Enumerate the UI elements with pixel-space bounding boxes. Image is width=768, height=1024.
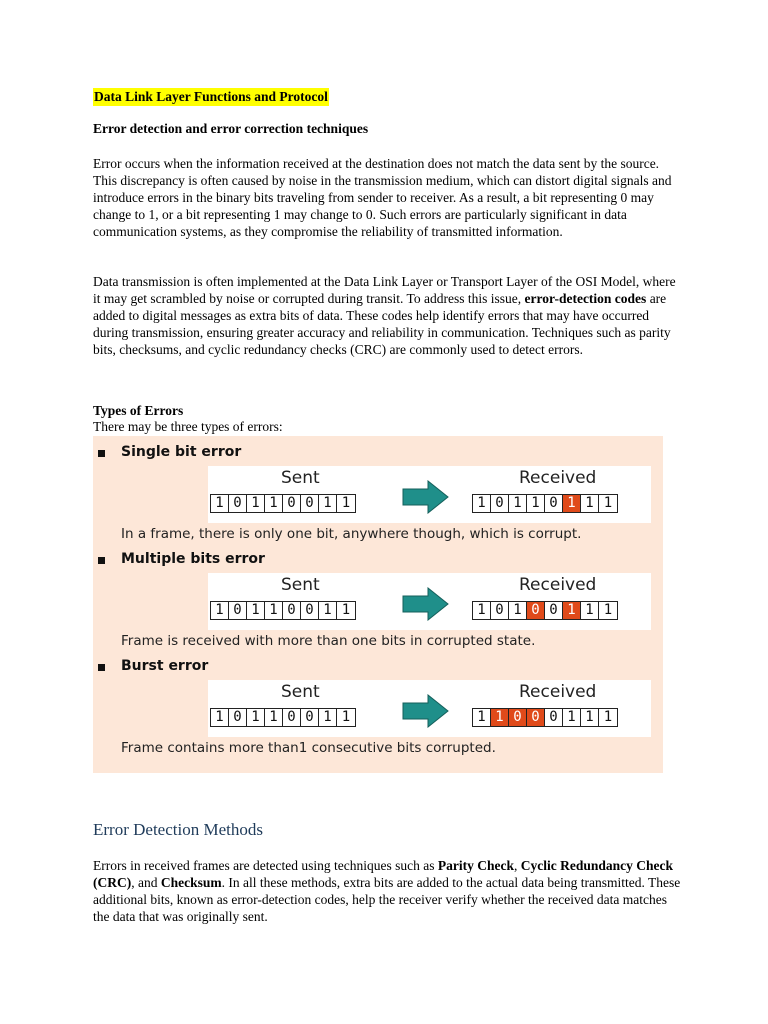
bit-cell: 1 (603, 495, 613, 511)
bit-cell: 1 (509, 602, 527, 619)
bullet-icon (98, 557, 105, 564)
bit-cell: 0 (229, 709, 247, 726)
bits-panel (208, 466, 651, 523)
sent-label: Sent (281, 575, 320, 595)
error-type-caption: Frame contains more than1 consecutive bits corrupted. (121, 740, 496, 756)
bit-cell: 1 (341, 602, 351, 618)
bit-cell: 1 (581, 709, 599, 726)
bit-cell: 1 (247, 709, 265, 726)
bit-cell: 1 (265, 602, 283, 619)
corrupted-bit: 1 (563, 495, 581, 512)
bit-cell: 1 (341, 709, 351, 725)
right-arrow-icon (402, 480, 450, 514)
paragraph-text: . In all these methods, extra bits are added to the actual data being transmitted. These additional bits, known as error-detection codes, help the receiver verify whether the received data matches the data that was originally sent. (93, 875, 681, 924)
bit-cell: 1 (247, 602, 265, 619)
bit-cell: 0 (545, 495, 563, 512)
bold-term: Cyclic Redundancy Check (CRC) (93, 858, 673, 890)
paragraph-text: Data transmission is often implemented at the Data Link Layer or Transport Layer of the OSI Model, where it may get scrambled by noise or corrupted during transit. To address this issue, (93, 274, 676, 306)
bits-panel (208, 573, 651, 630)
paragraph-text: are added to digital messages as extra bits of data. These codes help identify errors that may have occurred during transmission, ensuring greater accuracy and reliability in communication. Techniques such as parity bits, checksums, and cyclic redundancy checks (CRC) are commonly used to detect errors. (93, 291, 671, 357)
sent-label: Sent (281, 682, 320, 702)
corrupted-bit: 1 (491, 709, 509, 726)
bit-cell: 1 (527, 495, 545, 512)
received-bits (472, 601, 618, 620)
bit-cell: 0 (301, 602, 319, 619)
bit-cell: 1 (211, 495, 229, 512)
bit-cell: 0 (545, 602, 563, 619)
bit-cell: 1 (211, 602, 229, 619)
bit-cell: 1 (603, 602, 613, 618)
bit-cell: 1 (341, 495, 351, 511)
corrupted-bit: 0 (509, 709, 527, 726)
bit-cell: 0 (491, 602, 509, 619)
bit-cell: 0 (283, 602, 301, 619)
corrupted-bit: 0 (527, 709, 545, 726)
bit-cell: 1 (319, 602, 337, 619)
bit-cell: 1 (265, 709, 283, 726)
bit-cell: 0 (301, 709, 319, 726)
received-bits (472, 494, 618, 513)
bit-cell: 0 (545, 709, 563, 726)
bit-cell: 1 (247, 495, 265, 512)
paragraph-text: , (513, 858, 521, 873)
right-arrow-icon (402, 587, 450, 621)
bold-term: error-detection codes (524, 291, 647, 306)
paragraph-detection-methods (93, 857, 683, 925)
bit-cell: 0 (229, 602, 247, 619)
corrupted-bit: 1 (563, 602, 581, 619)
bullet-icon (98, 450, 105, 457)
received-label: Received (519, 468, 597, 488)
bullet-icon (98, 664, 105, 671)
bit-cell: 1 (319, 709, 337, 726)
error-types-figure (93, 436, 663, 773)
error-type-label: Burst error (121, 658, 209, 674)
bits-panel (208, 680, 651, 737)
bit-cell: 0 (491, 495, 509, 512)
bit-cell: 1 (473, 602, 491, 619)
bit-cell: 1 (319, 495, 337, 512)
right-arrow-icon (402, 694, 450, 728)
bit-cell: 1 (603, 709, 613, 725)
methods-heading: Error Detection Methods (93, 820, 263, 839)
bit-cell: 1 (473, 495, 491, 512)
bit-cell: 1 (563, 709, 581, 726)
paragraph-text: Errors in received frames are detected using techniques such as (93, 858, 438, 873)
bit-cell: 1 (473, 709, 491, 726)
sent-bits (210, 708, 356, 727)
error-type-caption: Frame is received with more than one bits in corrupted state. (121, 633, 536, 649)
error-type-label: Multiple bits error (121, 551, 265, 567)
paragraph-data-transmission (93, 273, 683, 358)
types-heading: Types of Errors (93, 403, 184, 418)
bit-cell: 1 (581, 602, 599, 619)
bit-cell: 0 (283, 709, 301, 726)
corrupted-bit: 0 (527, 602, 545, 619)
paragraph-error-definition: Error occurs when the information received at the destination does not match the data sent by the source. This discrepancy is often caused by noise in the transmission medium, which can distort digital signals and introduce errors in the binary bits traveling from sender to receiver. As a result, a bit representing 0 may change to 1, or a bit representing 1 may change to 0. Such errors are particularly significant in data communication systems, as they compromise the reliability of transmitted information. (93, 156, 672, 239)
sent-bits (210, 601, 356, 620)
error-type-caption: In a frame, there is only one bit, anywhere though, which is corrupt. (121, 526, 582, 542)
paragraph-text: , and (131, 875, 161, 890)
bit-cell: 1 (581, 495, 599, 512)
received-bits (472, 708, 618, 727)
bit-cell: 0 (301, 495, 319, 512)
received-label: Received (519, 682, 597, 702)
sent-label: Sent (281, 468, 320, 488)
bit-cell: 0 (229, 495, 247, 512)
bit-cell: 0 (283, 495, 301, 512)
error-type-label: Single bit error (121, 444, 242, 460)
bit-cell: 1 (265, 495, 283, 512)
bold-term: Parity Check (437, 858, 514, 873)
sent-bits (210, 494, 356, 513)
bold-term: Checksum (160, 875, 222, 890)
received-label: Received (519, 575, 597, 595)
section-heading: Error detection and error correction techniques (93, 121, 369, 136)
bit-cell: 1 (509, 495, 527, 512)
document-title: Data Link Layer Functions and Protocol (94, 89, 328, 104)
bit-cell: 1 (211, 709, 229, 726)
types-subtext: There may be three types of errors: (93, 419, 283, 434)
